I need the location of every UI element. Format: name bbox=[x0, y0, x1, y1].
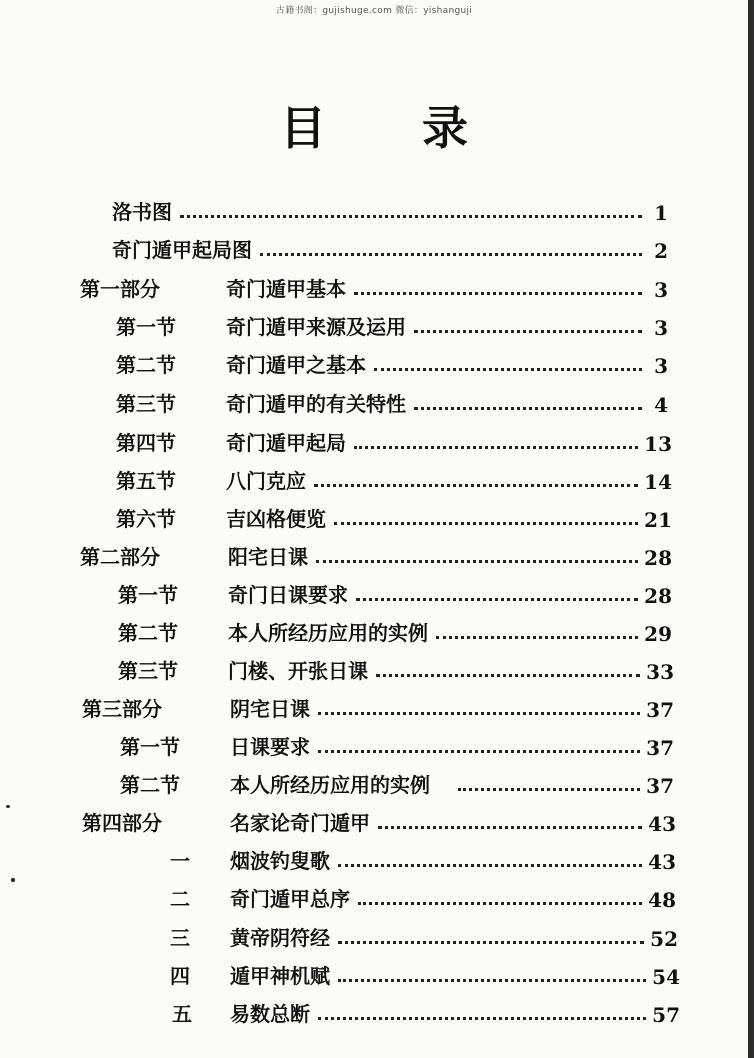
toc-entry-title: 吉凶格便览 bbox=[226, 507, 326, 531]
toc-item-number: 三 bbox=[170, 926, 190, 950]
toc-entry-page: 54 bbox=[652, 965, 680, 989]
leader-dots bbox=[378, 826, 642, 829]
toc-entry-page: 29 bbox=[644, 622, 672, 646]
toc-entry-page: 48 bbox=[648, 888, 676, 912]
toc-item-number: 四 bbox=[170, 964, 190, 988]
toc-entry bbox=[116, 464, 672, 494]
toc-entry-title: 八门克应 bbox=[226, 469, 306, 493]
toc-entry-page: 14 bbox=[644, 470, 672, 494]
toc-entry-page: 28 bbox=[644, 584, 672, 608]
toc-section-label: 第三节 bbox=[116, 392, 176, 416]
toc-entry bbox=[116, 310, 668, 340]
toc-entry-page: 21 bbox=[644, 508, 672, 532]
leader-dots bbox=[354, 446, 638, 449]
leader-dots bbox=[376, 674, 640, 677]
toc-section-label: 第一节 bbox=[118, 583, 178, 607]
toc-entry-page: 2 bbox=[654, 239, 668, 263]
toc-entry bbox=[170, 959, 680, 989]
toc-entry-page: 52 bbox=[650, 927, 678, 951]
toc-part bbox=[82, 806, 676, 836]
toc-entry-title: 奇门遁甲之基本 bbox=[226, 353, 366, 377]
toc-entry-title: 遁甲神机赋 bbox=[230, 964, 330, 988]
toc-entry-page: 33 bbox=[646, 660, 674, 684]
toc-entry-title: 本人所经历应用的实例 bbox=[230, 773, 430, 797]
toc-entry bbox=[116, 502, 672, 532]
toc-section-label: 第二节 bbox=[116, 353, 176, 377]
toc-section-label: 第四节 bbox=[116, 431, 176, 455]
leader-dots bbox=[358, 902, 642, 905]
toc-part-label: 第四部分 bbox=[82, 811, 162, 835]
leader-dots bbox=[458, 788, 640, 791]
toc-entry-title: 奇门遁甲起局图 bbox=[112, 238, 252, 262]
toc-entry bbox=[116, 426, 672, 456]
toc-section-label: 第六节 bbox=[116, 507, 176, 531]
toc-part-label: 第三部分 bbox=[82, 697, 162, 721]
toc-part-label: 第二部分 bbox=[80, 545, 160, 569]
toc-entry-title: 名家论奇门遁甲 bbox=[230, 811, 370, 835]
toc-entry bbox=[120, 730, 674, 760]
toc-entry-title: 奇门遁甲来源及运用 bbox=[226, 315, 406, 339]
leader-dots bbox=[354, 292, 642, 295]
leader-dots bbox=[436, 636, 638, 639]
toc-entry-page: 37 bbox=[646, 698, 674, 722]
toc-entry-title: 奇门遁甲基本 bbox=[226, 277, 346, 301]
toc-entry-title: 奇门遁甲的有关特性 bbox=[226, 392, 406, 416]
toc-entry-page: 43 bbox=[648, 850, 676, 874]
toc-entry bbox=[170, 921, 678, 951]
toc-entry-title: 日课要求 bbox=[230, 735, 310, 759]
toc-section-label: 第一节 bbox=[116, 315, 176, 339]
toc-entry-page: 3 bbox=[654, 278, 668, 302]
toc-part-label: 第一部分 bbox=[80, 277, 160, 301]
toc-entry-title: 阳宅日课 bbox=[228, 545, 308, 569]
watermark: 古籍书阁：gujishuge.com 微信：yishanguji bbox=[275, 6, 473, 16]
toc-entry-title: 本人所经历应用的实例 bbox=[228, 621, 428, 645]
toc-entry bbox=[118, 654, 674, 684]
toc-section-label: 第一节 bbox=[120, 735, 180, 759]
toc-entry-page: 37 bbox=[646, 774, 674, 798]
toc-entry bbox=[112, 195, 668, 225]
scan-edge bbox=[748, 0, 754, 1058]
leader-dots bbox=[338, 941, 644, 944]
toc-section-label: 第二节 bbox=[118, 621, 178, 645]
toc-entry bbox=[118, 578, 672, 608]
toc-entry bbox=[120, 768, 674, 798]
leader-dots bbox=[260, 253, 642, 256]
leader-dots bbox=[414, 330, 642, 333]
leader-dots bbox=[316, 560, 638, 563]
toc-entry bbox=[112, 233, 668, 263]
toc-entry bbox=[172, 997, 680, 1027]
toc-item-number: 五 bbox=[172, 1002, 192, 1026]
toc-entry-title: 黄帝阴符经 bbox=[230, 926, 330, 950]
toc-entry bbox=[170, 882, 676, 912]
toc-item-number: 一 bbox=[170, 849, 190, 873]
toc-entry-page: 13 bbox=[644, 432, 672, 456]
leader-dots bbox=[374, 368, 642, 371]
toc-entry-page: 28 bbox=[644, 546, 672, 570]
leader-dots bbox=[180, 215, 642, 218]
toc-entry bbox=[116, 348, 668, 378]
leader-dots bbox=[334, 522, 638, 525]
toc-entry bbox=[118, 616, 672, 646]
toc-section-label: 第三节 bbox=[118, 659, 178, 683]
leader-dots bbox=[318, 750, 640, 753]
leader-dots bbox=[414, 407, 642, 410]
scan-speck bbox=[11, 878, 15, 882]
scan-speck bbox=[6, 805, 10, 808]
toc-part bbox=[80, 272, 668, 302]
toc-entry-title: 奇门日课要求 bbox=[228, 583, 348, 607]
leader-dots bbox=[356, 598, 638, 601]
page-title: 目 录 bbox=[279, 101, 508, 155]
toc-part bbox=[80, 540, 672, 570]
toc-entry-page: 37 bbox=[646, 736, 674, 760]
toc-entry-title: 奇门遁甲起局 bbox=[226, 431, 346, 455]
toc-section-label: 第五节 bbox=[116, 469, 176, 493]
toc-entry-title: 奇门遁甲总序 bbox=[230, 887, 350, 911]
toc-item-number: 二 bbox=[170, 887, 190, 911]
toc-entry-title: 阴宅日课 bbox=[230, 697, 310, 721]
toc-entry-page: 43 bbox=[648, 812, 676, 836]
toc-entry bbox=[170, 844, 676, 874]
toc-entry bbox=[116, 387, 668, 417]
toc-entry-title: 门楼、开张日课 bbox=[228, 659, 368, 683]
leader-dots bbox=[318, 712, 640, 715]
toc-section-label: 第二节 bbox=[120, 773, 180, 797]
toc-entry-page: 57 bbox=[652, 1003, 680, 1027]
toc-entry-page: 4 bbox=[654, 393, 668, 417]
toc-entry-page: 3 bbox=[654, 354, 668, 378]
toc-entry-title: 洛书图 bbox=[112, 200, 172, 224]
toc-entry-page: 1 bbox=[654, 201, 668, 225]
toc-part bbox=[82, 692, 674, 722]
leader-dots bbox=[314, 484, 638, 487]
toc-entry-page: 3 bbox=[654, 316, 668, 340]
leader-dots bbox=[338, 864, 642, 867]
toc-entry-title: 烟波钓叟歌 bbox=[230, 849, 330, 873]
leader-dots bbox=[318, 1017, 646, 1020]
leader-dots bbox=[338, 979, 646, 982]
toc-entry-title: 易数总断 bbox=[230, 1002, 310, 1026]
